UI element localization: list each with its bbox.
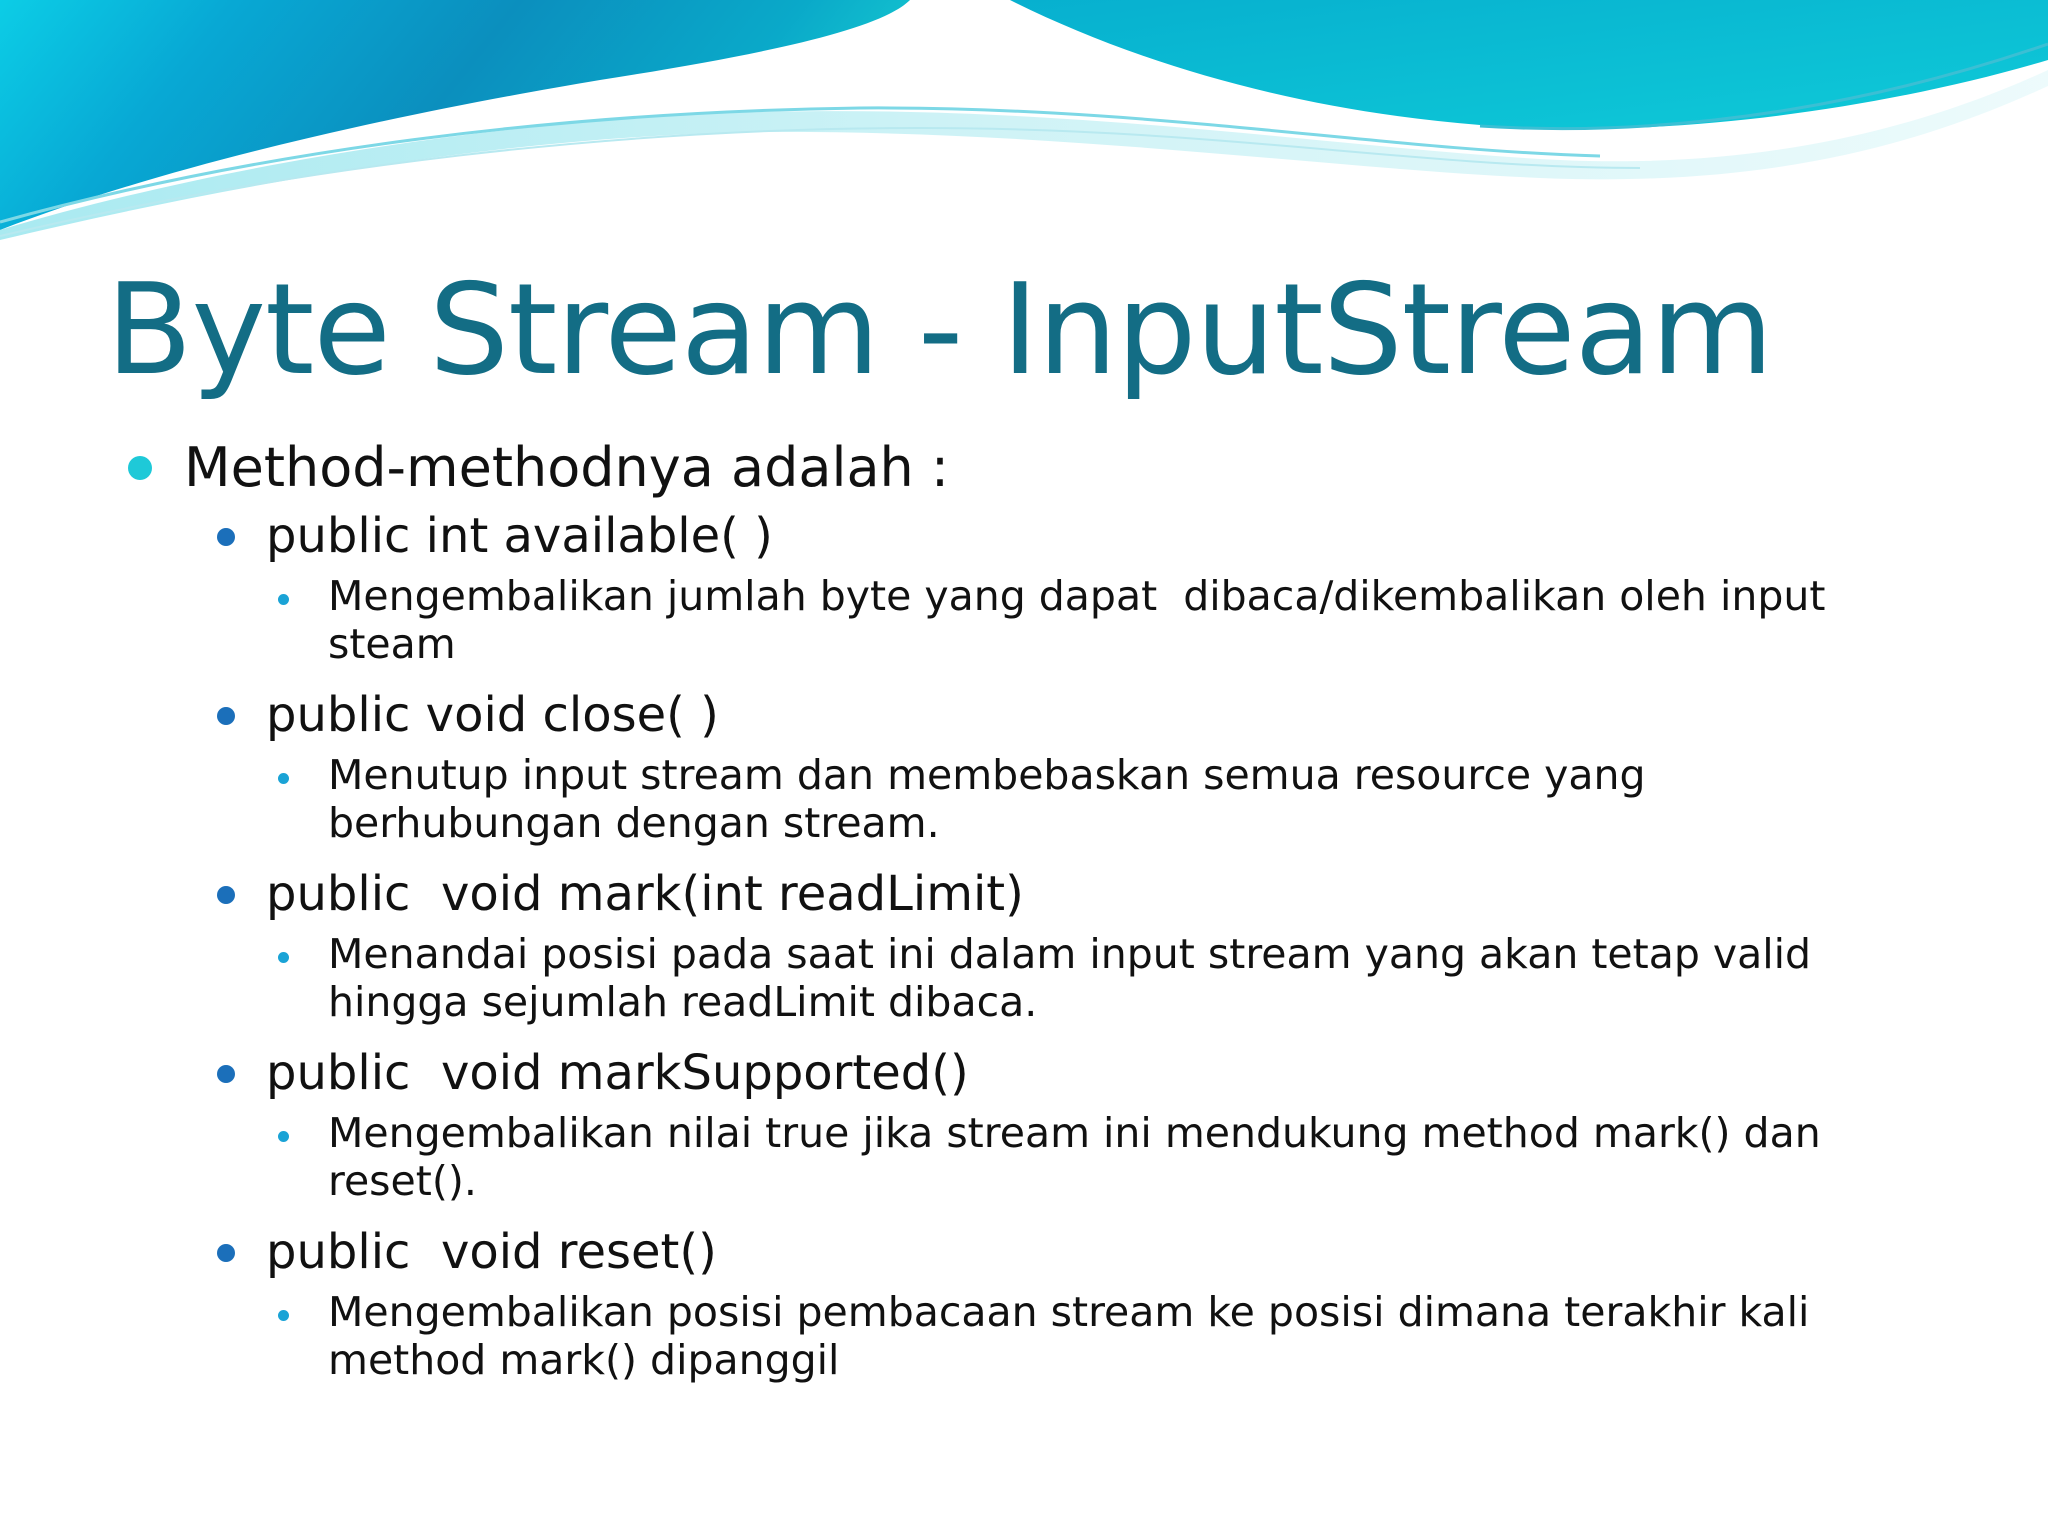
level3-bullet-icon xyxy=(278,952,289,963)
method-description: Mengembalikan nilai true jika stream ini mendukung method mark() dan reset(). xyxy=(328,1109,1834,1205)
method-description: Menutup input stream dan membebaskan semua resource yang berhubungan dengan stream. xyxy=(328,751,1659,847)
method-signature: public void close( ) xyxy=(266,687,719,743)
level2-bullet-icon xyxy=(217,707,235,725)
header-wave-decoration xyxy=(0,0,2048,240)
method-signature: public int available( ) xyxy=(266,508,773,564)
level1-bullet-icon xyxy=(128,456,152,480)
slide-title: Byte Stream - InputStream xyxy=(106,256,1773,403)
level2-bullet-icon xyxy=(217,1244,235,1262)
level3-bullet-icon xyxy=(278,1310,289,1321)
level2-bullet-icon xyxy=(217,528,235,546)
method-signature: public void markSupported() xyxy=(266,1045,969,1101)
intro-text: Method-methodnya adalah : xyxy=(184,436,950,499)
method-description: Mengembalikan jumlah byte yang dapat dibaca/dikembalikan oleh input steam xyxy=(328,572,1839,668)
level2-bullet-icon xyxy=(217,1065,235,1083)
method-signature: public void reset() xyxy=(266,1224,717,1280)
level3-bullet-icon xyxy=(278,773,289,784)
method-signature: public void mark(int readLimit) xyxy=(266,866,1024,922)
method-description: Mengembalikan posisi pembacaan stream ke posisi dimana terakhir kali method mark() dipanggil xyxy=(328,1288,1823,1384)
level3-bullet-icon xyxy=(278,1131,289,1142)
method-description: Menandai posisi pada saat ini dalam input stream yang akan tetap valid hingga sejumlah readLimit dibaca. xyxy=(328,930,1825,1026)
level2-bullet-icon xyxy=(217,886,235,904)
level3-bullet-icon xyxy=(278,594,289,605)
